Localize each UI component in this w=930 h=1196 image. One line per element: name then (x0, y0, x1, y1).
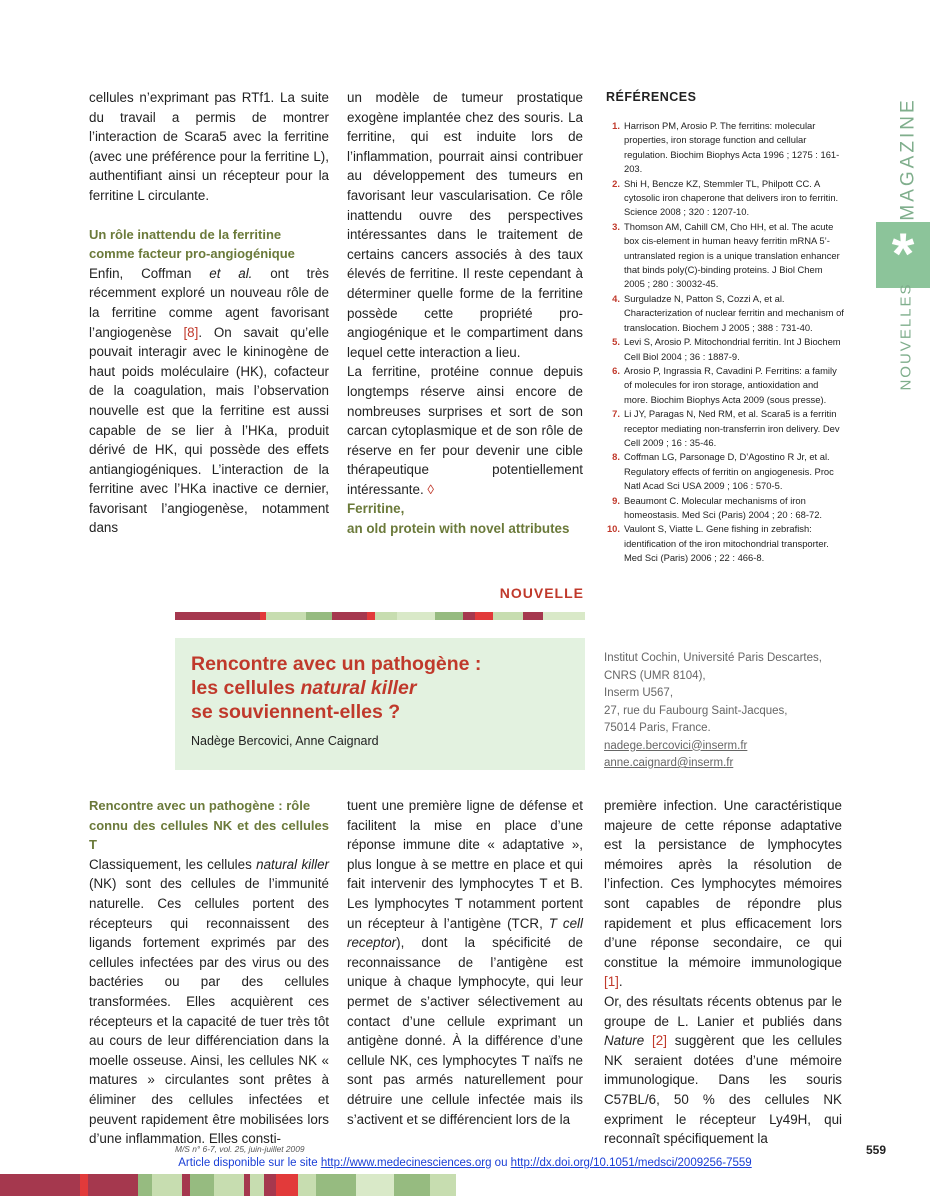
reference-link[interactable]: [2] (644, 1033, 667, 1049)
magazine-tab (882, 97, 922, 221)
email-link-2[interactable]: anne.caignard@inserm.fr (604, 757, 734, 769)
column-3-bottom (604, 796, 842, 1149)
italic-text: et al. (209, 265, 253, 281)
reference-text: Levi S, Arosio P. Mitochondrial ferritin. Int J Biochem Cell Biol 2004 ; 36 : 1887-9. (624, 336, 841, 362)
italic-text: Nature (604, 1033, 645, 1049)
text: Or, des résultats récents obtenus par le groupe de L. Lanier et publiés dans (604, 993, 842, 1029)
reference-text: Beaumont C. Molecular mechanisms of iron homeostasis. Med Sci (Paris) 2004 ; 20 : 68-72. (624, 494, 823, 520)
reference-text: Vaulont S, Viatte L. Gene fishing in zebrafish: identification of the iron mitochondrial transporter. Med Sci (Paris) 2006 ; 22 : 466-8. (624, 523, 829, 564)
affil-line: CNRS (UMR 8104), (604, 669, 706, 682)
reference-number: 7. (612, 408, 620, 420)
title-line3: se souviennent-elles ? (191, 701, 401, 723)
reference-item (606, 292, 844, 335)
reference-item (606, 335, 844, 364)
text: Enfin, Coffman (89, 265, 210, 281)
reference-text: Coffman LG, Parsonage D, D’Agostino R Jr, et al. Regulatory effects of ferritin on angiogenesis. Proc Natl Acad Sci USA 2009 ; 106 : 570-5. (624, 451, 834, 492)
title-line2b: natural killer (300, 677, 417, 699)
references-heading: RÉFÉRENCES (606, 90, 697, 104)
paragraph (89, 855, 329, 1149)
reference-link[interactable]: [8] (183, 324, 199, 340)
affiliation (604, 650, 822, 773)
reference-item (606, 407, 844, 450)
reference-item (606, 220, 844, 292)
reference-text: Arosio P, Ingrassia R, Cavadini P. Ferritins: a family of molecules for iron storage, antioxidation and more. Biochim Biophys Acta 2009 (sous presse). (624, 364, 837, 405)
paragraph: cellules n’exprimant pas RTf1. La suite du travail a permis de montrer l’interaction de Scara5 avec la ferritine (avec une préférence pour la ferritine L), authentifiant ainsi un récepteur pour la ferritine L circulante. (89, 90, 329, 203)
reference-number: 3. (612, 220, 620, 232)
reference-item (606, 364, 844, 407)
reference-number: 1. (612, 120, 620, 131)
nouvelles-label: NOUVELLES (897, 282, 915, 391)
page-number: 559 (866, 1143, 887, 1157)
italic-text: natural killer (256, 856, 329, 872)
reference-item (606, 522, 844, 565)
magazine-label: MAGAZINE (897, 97, 919, 221)
text: Classiquement, les cellules (89, 856, 257, 872)
reference-text: Shi H, Bencze KZ, Stemmler TL, Philpott CC. A cytosolic iron chaperone that delivers iron to ferritin. Science 2008 ; 320 : 1207-10. (624, 177, 839, 218)
text: ), dont la spécificité de reconnaissance de l’antigène est unique à chaque lymphocyte, qui leur permet de s’activer sélectivement au contact d’une cellule exprimant un antigène donné. À la différence d’une cellule NK, ces lymphocytes T naïfs ne sont pas armés naturellement pour détruire une cellule infectée mais ils s’activent et se différencient lors de la (347, 935, 583, 1127)
column-2-bottom (347, 796, 583, 1129)
subheading-line2: connu des cellules NK et des cellules T (89, 817, 329, 853)
reference-item (606, 177, 844, 220)
paragraph (604, 796, 842, 992)
affil-line: Institut Cochin, Université Paris Descartes, (604, 652, 822, 664)
english-title-line1: Ferritine, (347, 501, 405, 517)
paragraph (89, 264, 329, 538)
reference-text: Li JY, Paragas N, Ned RM, et al. Scara5 is a ferritin receptor mediating non-transferrin iron delivery. Dev Cell 2009 ; 16 : 35-46. (624, 408, 840, 448)
column-1-top (89, 88, 329, 538)
section-stripe (175, 612, 585, 620)
subheading-line1: Un rôle inattendu de la ferritine (89, 226, 282, 242)
reference-number: 10. (606, 523, 620, 535)
column-1-bottom (89, 796, 329, 1149)
reference-item (606, 494, 844, 523)
column-2-top (347, 88, 583, 539)
note-text: Article disponible sur le site (178, 1157, 321, 1169)
text: La ferritine, protéine connue depuis longtemps réserve ainsi encore de nombreuses surprises et sort de son carcan cytoplasmique et de son rôle de réserve en fer pour devenir une cible thérapeutique potentiellement intéressante. (347, 364, 583, 497)
email-link-1[interactable]: nadege.bercovici@inserm.fr (604, 739, 748, 752)
text: première infection. Une caractéristique majeure de cette réponse adaptative est la persistance de lymphocytes mémoires après la résolution de l’infection. Ces lymphocytes mémoires sont capables de répondre plus rapidement et plus efficacement lors d’une réponse secondaire, ce qui constitue la mémoire immunologique (604, 798, 842, 970)
reference-number: 8. (612, 451, 620, 463)
paragraph (604, 992, 842, 1149)
subheading-line2: comme facteur pro-angiogénique (89, 246, 295, 262)
text: tuent une première ligne de défense et facilitent la mise en place d’une réponse immune dite « adaptative », plus longue à se mettre en place et qui fait intervenir des lymphocytes T et B. Les lymphocytes T notamment portent un récepteur à l’antigène (TCR, (347, 798, 583, 931)
english-title-line2: an old protein with novel attributes (347, 521, 570, 537)
reference-number: 2. (612, 177, 620, 189)
subheading-line1: Rencontre avec un pathogène : rôle (89, 798, 311, 813)
text: (NK) sont des cellules de l’immunité naturelle. Ces cellules portent des récepteurs qui reconnaissent des ligands fortement exprimés par des cellules infectées par des virus ou des bactéries ou par des cellules transformées. Elles acquièrent ces récepteurs et la capacité de tuer très tôt au cours de leur différenciation dans la moelle osseuse. Ainsi, les cellules NK « matures » circulantes sont prêtes à éliminer des cellules infectées et peuvent rapidement être mobilisées lors d’une inflammation. Elles consti- (89, 876, 329, 1147)
reference-item (606, 119, 844, 177)
text: ont très récemment exploré un nouveau rôle de la ferritine comme agent favorisant l’angiogenèse (89, 265, 329, 340)
affil-line: 75014 Paris, France. (604, 722, 711, 734)
end-mark: ◊ (427, 481, 435, 497)
paragraph (347, 796, 583, 1129)
text: . On savait qu’elle pouvait interagir avec le kininogène de haut poids moléculaire (HK), cofacteur de la coagulation, mais l’observation nouvelle est que la ferritine est aussi capable de se lier à l’HKa, produit dérivé de HK, qui possède des effets antiangiogéniques. L’interaction de la ferritine avec l’HKa inactive ce dernier, favorisant l’angiogenèse, notamment dans (89, 324, 329, 536)
title-line2a: les cellules (191, 677, 301, 699)
italic-text: T cell receptor (347, 915, 584, 951)
reference-item (606, 450, 844, 493)
site-link[interactable]: http://www.medecinesciences.org (320, 1157, 492, 1169)
reference-number: 5. (612, 336, 620, 348)
authors: Nadège Bercovici, Anne Caignard (191, 734, 379, 748)
footer-stripe (0, 1174, 456, 1196)
reference-number: 6. (612, 364, 620, 376)
affil-line: 27, rue du Faubourg Saint-Jacques, (604, 704, 788, 717)
reference-text: Harrison PM, Arosio P. The ferritins: molecular properties, iron storage function and cellular regulation. Biochim Biophys Acta 1996 ; 1275 : 161-203. (624, 120, 840, 175)
reference-number: 4. (612, 292, 620, 304)
reference-number: 9. (612, 494, 620, 506)
note-text: ou (491, 1157, 511, 1169)
reference-text: Surguladze N, Patton S, Cozzi A, et al. Characterization of nuclear ferritin and mechanism of translocation. Biochem J 2005 ; 388 : 731-40. (624, 292, 844, 333)
asterisk-icon: * (876, 222, 930, 288)
title-line1: Rencontre avec un pathogène : (191, 653, 482, 675)
affil-line: Inserm U567, (604, 687, 674, 699)
section-label: NOUVELLE (499, 585, 584, 601)
reference-link[interactable]: [1] (604, 974, 619, 990)
nouvelles-tab (882, 282, 922, 391)
references-list (606, 119, 844, 566)
doi-link[interactable]: http://dx.doi.org/10.1051/medsci/2009256-7559 (510, 1157, 752, 1169)
text: suggèrent que les cellules NK seraient dotées d’une mémoire immunologique. Dans les souris C57BL/6, 50 % des cellules NK expriment le récepteur Ly49H, qui reconnaît spécifiquement la (604, 1033, 842, 1147)
reference-text: Thomson AM, Cahill CM, Cho HH, et al. The acute box cis-element in human heavy ferritin mRNA 5’-untranslated region is a unique translation enhancer that binds poly(C)-binding proteins. J Biol Chem 2005 ; 280 : 30032-45. (624, 220, 840, 290)
article-header (175, 638, 585, 770)
journal-citation: M/S n° 6-7, vol. 25, juin-juillet 2009 (175, 1144, 305, 1154)
text: . (618, 974, 623, 990)
article-title (191, 652, 585, 724)
availability-note (0, 1157, 930, 1169)
paragraph: un modèle de tumeur prostatique exogène implantée chez des souris. La ferritine, qui est induite lors de l’inflammation, pourrait ainsi contribuer au développement des tumeurs en favorisant leur vascularisation. Ce rôle inattendu ouvre des perspectives intéressantes dans le traitement de certains cancers associés à des taux élevés de ferritine. Il reste cependant à déterminer quelle forme de la ferritine possède cette propriété pro-angiogénique et le compartiment dans lequel cette interaction a lieu. (347, 90, 583, 360)
paragraph (347, 362, 583, 499)
